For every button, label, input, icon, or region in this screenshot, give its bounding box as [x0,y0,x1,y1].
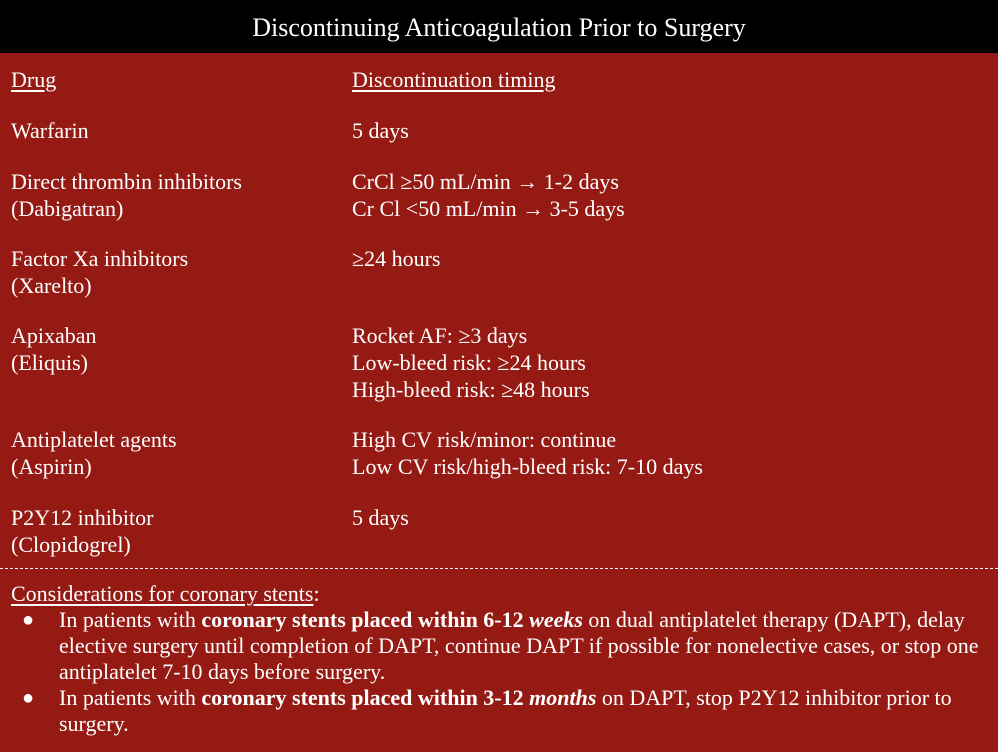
table-row-dabigatran [11,168,991,245]
timing-value: CrCl ≥50 mL/min → 1-2 days [352,169,619,194]
drug-brand: (Eliquis) [11,350,88,375]
timing-value: Low CV risk/high-bleed risk: 7-10 days [352,454,703,479]
drug-name: P2Y12 inhibitor [11,505,154,530]
drug-column-header: Drug [11,67,57,92]
considerations-list [11,607,991,737]
drug-name: Warfarin [11,118,89,143]
title-bar [0,0,998,53]
timing-column-header: Discontinuation timing [352,67,556,92]
timing-value: Cr Cl <50 mL/min → 3-5 days [352,196,625,221]
page-title: Discontinuing Anticoagulation Prior to Surgery [252,12,746,42]
drug-brand: (Aspirin) [11,454,92,479]
table-row-apixaban [11,322,991,426]
drug-name: Direct thrombin inhibitors [11,169,242,194]
considerations-heading [11,581,991,607]
table-row-warfarin [11,117,991,168]
timing-value: High CV risk/minor: continue [352,427,617,452]
drug-brand: (Clopidogrel) [11,532,131,557]
emphasis-italic-text: weeks [529,607,583,632]
drug-name: Antiplatelet agents [11,427,177,452]
timing-value: 5 days [352,118,409,143]
emphasis-text: coronary stents placed within 3-12 [201,685,530,710]
timing-value: High-bleed risk: ≥48 hours [352,377,590,402]
table-header-row [11,66,991,117]
emphasis-text: coronary stents placed within 6-12 [201,607,530,632]
list-item: ● In patients with coronary stents placed within 6-12 weeks on dual antiplatelet therapy (DAPT), delay elective surgery until completion of DAPT, continue DAPT if possible for nonelective cases, or stop one antiplatelet 7-10 days before surgery. [22,607,979,684]
considerations-section [11,581,991,737]
drug-name: Factor Xa inhibitors [11,246,189,271]
bullet-icon: ● [22,609,35,631]
timing-value: Low-bleed risk: ≥24 hours [352,350,586,375]
list-item: ● In patients with coronary stents placed within 3-12 months on DAPT, stop P2Y12 inhibitor prior to surgery. [22,685,952,736]
drug-name: Apixaban [11,323,97,348]
drug-brand: (Xarelto) [11,273,92,298]
table-row-clopidogrel [11,504,991,558]
bullet-icon: ● [22,687,35,709]
table-row-xarelto [11,245,991,322]
considerations-heading-colon: : [313,581,320,606]
dashed-divider [0,568,998,569]
discontinuation-table [11,66,991,558]
drug-brand: (Dabigatran) [11,196,124,221]
table-row-aspirin [11,426,991,504]
timing-value: 5 days [352,505,409,530]
timing-value: Rocket AF: ≥3 days [352,323,528,348]
considerations-heading-text: Considerations for coronary stents [11,581,314,606]
emphasis-italic-text: months [529,685,597,710]
timing-value: ≥24 hours [352,246,441,271]
